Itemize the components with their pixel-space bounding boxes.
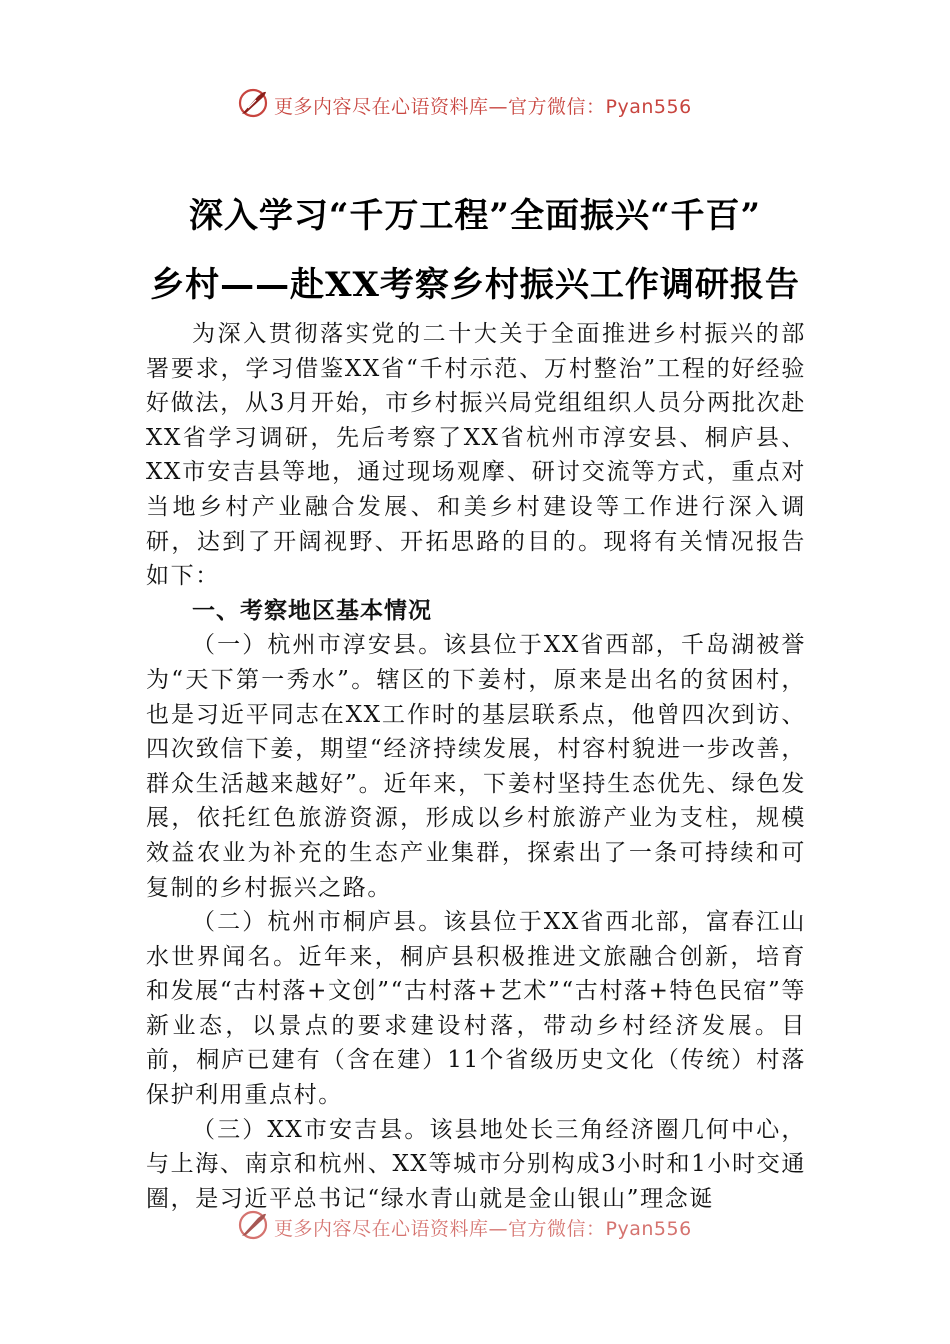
watermark-text: 更多内容尽在心语资料库—官方微信：Pyan556: [274, 96, 692, 118]
paragraph-tonglu: （二）杭州市桐庐县。该县位于XX省西北部，富春江山水世界闻名。近年来，桐庐县积极推进文旅融合创新，培育和发展“古村落+文创”“古村落+艺术”“古村落+特色民宿”等新业态，以景点的要求建设村落，带动乡村经济发展。目前，桐庐已建有（含在建）11个省级历史文化（传统）村落保护利用重点村。: [146, 909, 806, 1109]
watermark-footer: [0, 1206, 950, 1246]
paragraph-chunan: （一）杭州市淳安县。该县位于XX省西部，千岛湖被誉为“天下第一秀水”。辖区的下姜村，原来是出名的贫困村，也是习近平同志在XX工作时的基层联系点，他曾四次到访、四次致信下姜，期望“经济持续发展，村容村貌进一步改善，群众生活越来越好”。近年来，下姜村坚持生态优先、绿色发展，依托红色旅游资源，形成以乡村旅游产业为支柱，规模效益农业为补充的生态产业集群，探索出了一条可持续和可复制的乡村振兴之路。: [146, 632, 806, 901]
document-body: [146, 317, 806, 1216]
watermark-header: [0, 84, 950, 124]
section-heading: 一、考察地区基本情况: [192, 597, 432, 624]
document-title-line2: 乡村——赴XX考察乡村振兴工作调研报告: [150, 265, 800, 305]
intro-paragraph: 为深入贯彻落实党的二十大关于全面推进乡村振兴的部署要求，学习借鉴XX省“千村示范、万村整治”工程的好经验好做法，从3月开始，市乡村振兴局党组组织人员分两批次赴XX省学习调研，先后考察了XX省杭州市淳安县、桐庐县、XX市安吉县等地，通过现场观摩、研讨交流等方式，重点对当地乡村产业融合发展、和美乡村建设等工作进行深入调研，达到了开阔视野、开拓思路的目的。现将有关情况报告如下：: [146, 321, 806, 590]
paragraph-anji: （三）XX市安吉县。该县地处长三角经济圈几何中心，与上海、南京和杭州、XX等城市分别构成3小时和1小时交通圈，是习近平总书记“绿水青山就是金山银山”理念诞: [146, 1116, 806, 1212]
document-title-line1: 深入学习“千万工程”全面振兴“千百”: [188, 196, 762, 236]
watermark-text: 更多内容尽在心语资料库—官方微信：Pyan556: [274, 1218, 692, 1240]
quill-pen-logo-icon: [236, 1208, 270, 1242]
quill-pen-logo-icon: [236, 86, 270, 120]
